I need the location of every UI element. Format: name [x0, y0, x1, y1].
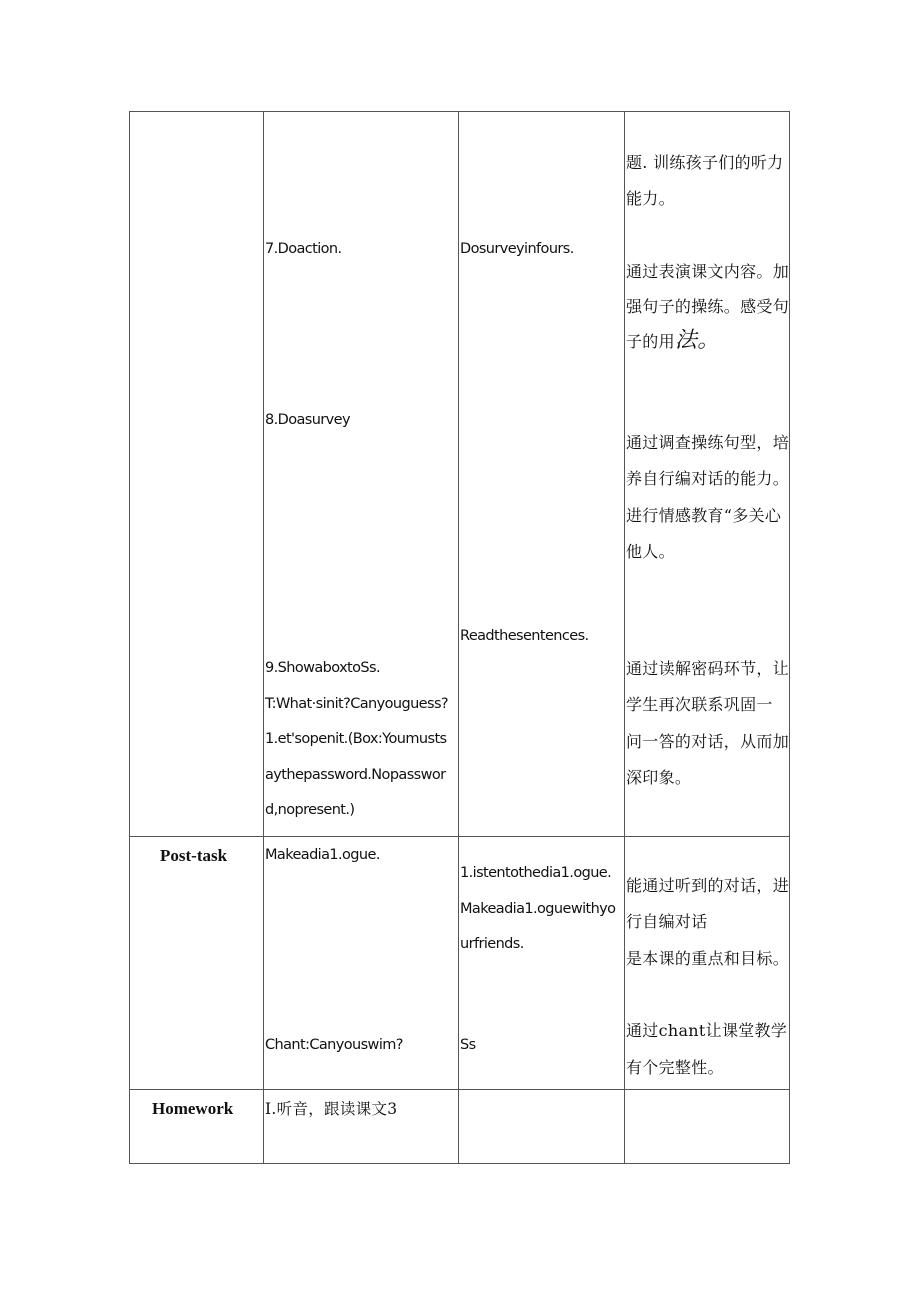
step-9-line-1: 9.ShowaboxtoSs. [265, 660, 380, 676]
homework-task: I.听音，跟读课文3 [265, 1100, 398, 1118]
post-task-make-dialogue: Makeadia1.ogue. [265, 847, 380, 863]
table-border-top [129, 111, 790, 112]
post-task-make-dialogue-friends-2: urfriends. [460, 936, 524, 952]
post-task-make-dialogue-friends-1: Makeadia1.oguewithyo [460, 901, 616, 917]
purpose-line-6: 通过调查操练句型，培 [626, 433, 790, 452]
purpose-line-7: 养自行编对话的能力。 [626, 469, 790, 488]
post-task-listen-dialogue: 1.istentothedia1.ogue. [460, 865, 612, 881]
column-divider-2 [458, 111, 459, 1164]
homework-heading: Homework [152, 1099, 234, 1118]
activity-survey-in-fours: Dosurveyinfours. [460, 241, 574, 257]
post-task-chant: Chant:Canyouswim? [265, 1037, 403, 1053]
step-9-line-2: T:What·sinit?Canyouguess? [265, 696, 449, 712]
purpose-line-5 [626, 328, 720, 353]
purpose-line-5-text: 子的用 [626, 332, 675, 351]
purpose-line-5-handwritten: 法。 [674, 328, 720, 353]
purpose-line-1: 题. 训练孩子们的听力 [626, 153, 784, 172]
purpose-line-13: 深印象。 [626, 768, 692, 787]
step-9-line-5: d,nopresent.) [265, 802, 355, 818]
row-divider-post-task [129, 836, 790, 837]
table-border-bottom [129, 1163, 790, 1164]
post-task-heading: Post-task [160, 846, 228, 865]
post-task-purpose-3: 是本课的重点和目标。 [626, 949, 790, 968]
purpose-line-9: 他人。 [626, 542, 675, 561]
column-divider-3 [624, 111, 625, 1164]
purpose-line-2: 能力。 [626, 189, 675, 208]
table-border-left [129, 111, 130, 1164]
purpose-line-3: 通过表演课文内容。加 [626, 262, 790, 281]
post-task-ss: Ss [460, 1037, 476, 1053]
purpose-line-10: 通过读解密码环节，让 [626, 659, 790, 678]
column-divider-1 [263, 111, 264, 1164]
post-task-purpose-2: 行自编对话 [626, 912, 708, 931]
purpose-line-11: 学生再次联系巩固一 [626, 695, 773, 714]
step-7-do-action: 7.Doaction. [265, 241, 342, 257]
post-task-purpose-5: 有个完整性。 [626, 1058, 724, 1077]
purpose-line-4: 强句子的操练。感受句 [626, 297, 790, 316]
step-9-line-4: aythepassword.Nopasswor [265, 767, 446, 783]
purpose-line-8: 进行情感教育“多关心 [626, 506, 782, 525]
row-divider-homework [129, 1089, 790, 1090]
post-task-purpose-1: 能通过听到的对话，进 [626, 876, 790, 895]
activity-read-sentences: Readthesentences. [460, 628, 589, 644]
table-border-right [789, 111, 790, 1164]
step-8-do-survey: 8.Doasurvey [265, 412, 350, 428]
post-task-purpose-4: 通过chant让课堂教学 [626, 1021, 788, 1040]
step-9-line-3: 1.et'sopenit.(Box:Youmusts [265, 731, 447, 747]
purpose-line-12: 问一答的对话，从而加 [626, 732, 790, 751]
